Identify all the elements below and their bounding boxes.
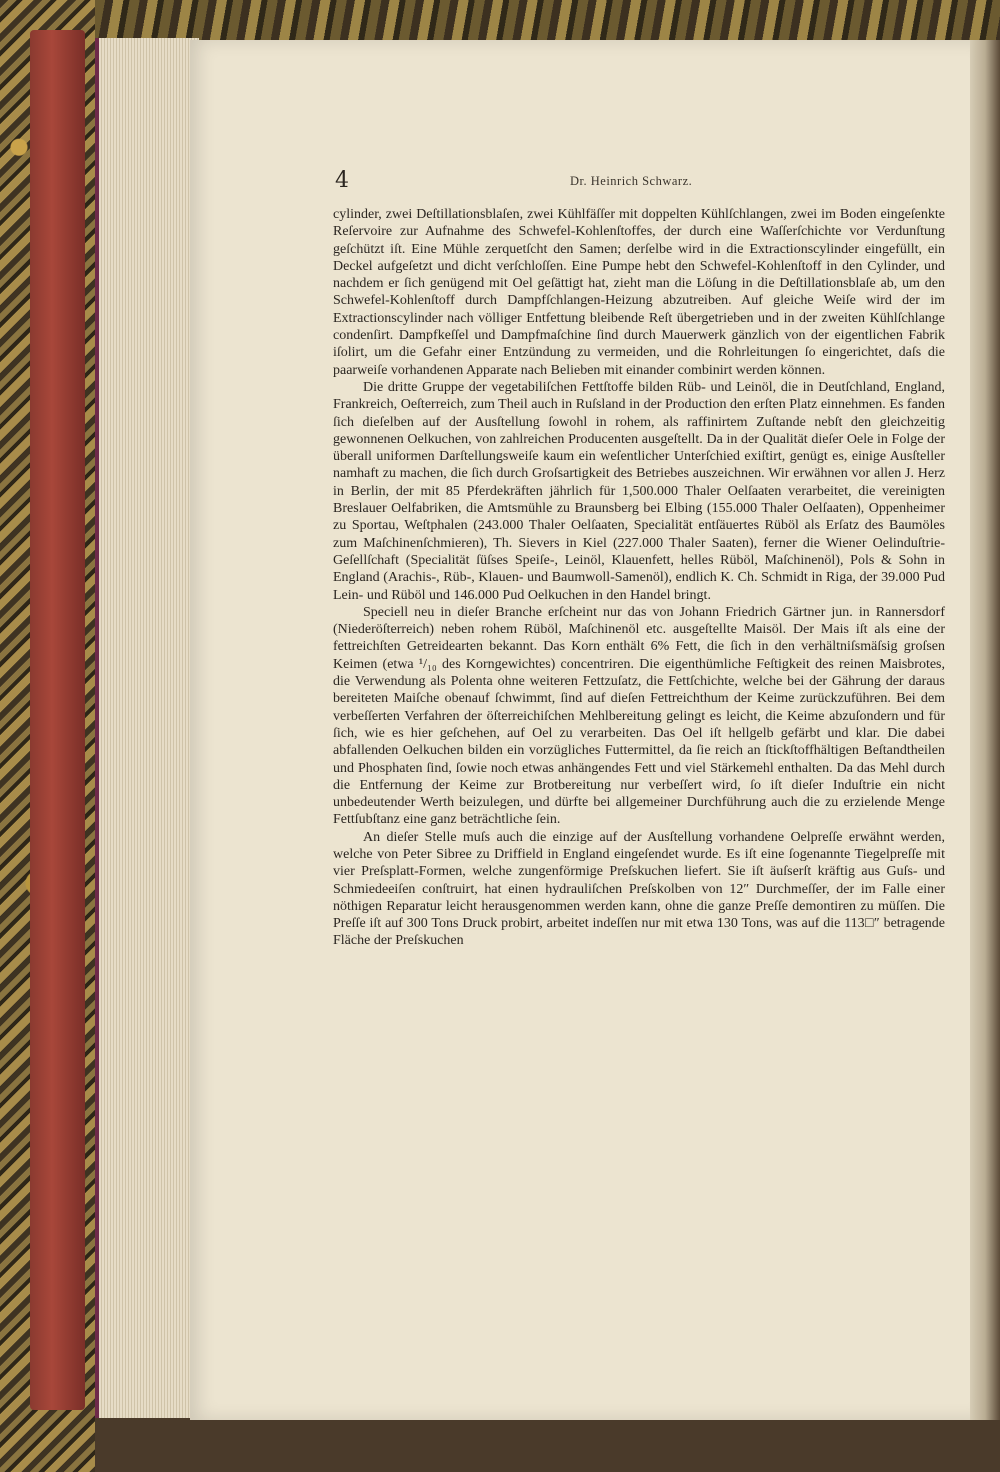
paragraph: Die dritte Gruppe der vegetabiliſchen Fettſtoffe bilden Rüb- und Leinöl, die in Deutſchland, England, Frankreich, Oeſterreich, zum Theil auch in Ruſsland in der Production den erſten Platz einnehmen. Es fanden ſich dieſelben auf der Ausſtellung ſowohl in rohem, als raffinirtem Zuſtande nebſt den gleichzeitig gewonnenen Oelkuchen, von zahlreichen Producenten ausgeſtellt. Da in der Qualität dieſer Oele in Folge der überall uniformen Darſtellungsweiſe kaum ein weſentlicher Unterſchied exiſtirt, genügt es, einige Ausſteller namhaft zu machen, die ſich durch Groſsartigkeit des Betriebes auszeichnen. Wir erwähnen vor allen J. Herz in Berlin, der mit 85 Pferdekräften jährlich für 1,500.000 Thaler Oelſaaten verarbeitet, die vereinigten Breslauer Oelfabriken, die Amtsmühle zu Braunsberg bei Elbing (155.000 Thaler Oelſaaten), Oppenheimer zu Sportau, Weſtphalen (243.000 Thaler Oelſaaten, Specialität entſäuertes Rüböl als Erſatz des Baumöles zum Maſchinenſchmieren), Th. Sievers in Kiel (227.000 Thaler Saaten), ferner die Wiener Oelinduſtrie-Geſellſchaft (Specialität ſüſses Speiſe-, Leinöl, Klauenfett, helles Rüböl, Maſchinenöl), Pols & Sohn in England (Arachis-, Rüb-, Klauen- und Baumwoll-Samenöl), endlich K. Ch. Schmidt in Riga, der 39.000 Pud Lein- und Rüböl und 146.000 Pud Oelkuchen in den Handel bringt.	[333, 379, 945, 603]
page-stack	[95, 38, 199, 1418]
running-head: Dr. Heinrich Schwarz.	[570, 174, 693, 188]
book-cover-edge	[30, 30, 85, 1410]
page-header	[335, 168, 720, 194]
top-marbled-edge	[95, 0, 1000, 42]
paragraph: Speciell neu in dieſer Branche erſcheint nur das von Johann Friedrich Gärtner jun. in Rannersdorf (Niederöſterreich) neben rohem Rüböl, Maſchinenöl etc. ausgeſtellte Maisöl. Der Mais iſt als eine der fettreichſten Getreidearten bekannt. Das Korn enthält 6% Fett, die ſich in den verhältniſsmäſsig groſsen Keimen (etwa ¹/₁₀ des Korngewichtes) concentriren. Die eigenthümliche Feſtigkeit des reinen Maisbrotes, die Verwendung als Polenta ohne weiteren Fettzuſatz, die Fettſchichte, welche bei der Gährung der daraus bereiteten Maiſche obenauf ſchwimmt, ſind auf dieſen Fettreichthum der Keime zurückzuführen. Bei dem verbeſſerten Verfahren der öſterreichiſchen Mehlbereitung gelingt es leicht, die Keime abzuſondern und für ſich, wie es hier geſchehen, auf Oel zu verarbeiten. Das Oel iſt hellgelb gefärbt und klar. Die dabei abfallenden Oelkuchen bilden ein vorzügliches Futtermittel, da ſie reich an ſtickſtoffhältigen Beſtandtheilen und Phosphaten ſind, ſowie noch etwas anhängendes Fett und viel Stärkemehl enthalten. Da das Mehl durch die Entfernung der Keime zur Brotbereitung nur verbeſſert wird, ſo iſt dieſer Induſtrie ein nicht unbedeutender Werth beizulegen, und dürfte bei allgemeiner Durchführung auch die zu erzielende Menge Fettſubſtanz eine ganz beträchtliche ſein.	[333, 604, 945, 828]
paragraph: An dieſer Stelle muſs auch die einzige auf der Ausſtellung vorhandene Oelpreſſe erwähnt werden, welche von Peter Sibree zu Driffield in England eingeſendet wurde. Es iſt eine ſogenannte Tiegelpreſſe mit vier Preſsplatt-Formen, welche zungenförmige Preſskuchen liefert. Sie iſt äuſserſt kräftig aus Guſs- und Schmiedeeiſen conſtruirt, hat einen hydrauliſchen Preſskolben von 12″ Durchmeſſer, der im Falle einer nöthigen Reparatur leicht herausgenommen werden kann, ohne die ganze Preſſe demontiren zu müſſen. Die Preſſe iſt auf 300 Tons Druck probirt, arbeitet indeſſen nur mit etwa 130 Tons, was auf die 113□″ betragende Fläche der Preſskuchen	[333, 829, 945, 949]
body-text	[333, 206, 945, 950]
page-number: 4	[335, 168, 349, 193]
paragraph: cylinder, zwei Deſtillationsblaſen, zwei Kühlfäſſer mit doppelten Kühlſchlangen, zwei im Boden eingeſenkte Reſervoire zur Aufnahme des Schwefel-Kohlenſtoffes, der durch eine Waſſerſchichte vor Verdunſtung geſchützt iſt. Eine Mühle zerquetſcht den Samen; derſelbe wird in die Extractionscylinder eingefüllt, ein Deckel aufgeſetzt und dicht verſchloſſen. Eine Pumpe hebt den Schwefel-Kohlenſtoff in den Cylinder, und nachdem er ſich genügend mit Oel geſättigt hat, zieht man die Löſung in die Deſtillationsblaſe ab, um den Schwefel-Kohlenſtoff durch Dampfſchlangen-Heizung abzutreiben. Auf gleiche Weiſe wird der im Extractionscylinder nach völliger Entfettung bleibende Reſt übergetrieben und in der zweiten Kühlſchlange condenſirt. Dampfkeſſel und Dampfmaſchine ſind durch Mauerwerk gänzlich von der eigentlichen Fabrik iſolirt, um die Gefahr einer Entzündung zu vermeiden, und die Rohrleitungen ſo eingerichtet, daſs die paarweiſe vorhandenen Apparate nach Belieben mit einander combinirt werden können.	[333, 207, 945, 378]
page-gutter-right	[970, 40, 1000, 1420]
